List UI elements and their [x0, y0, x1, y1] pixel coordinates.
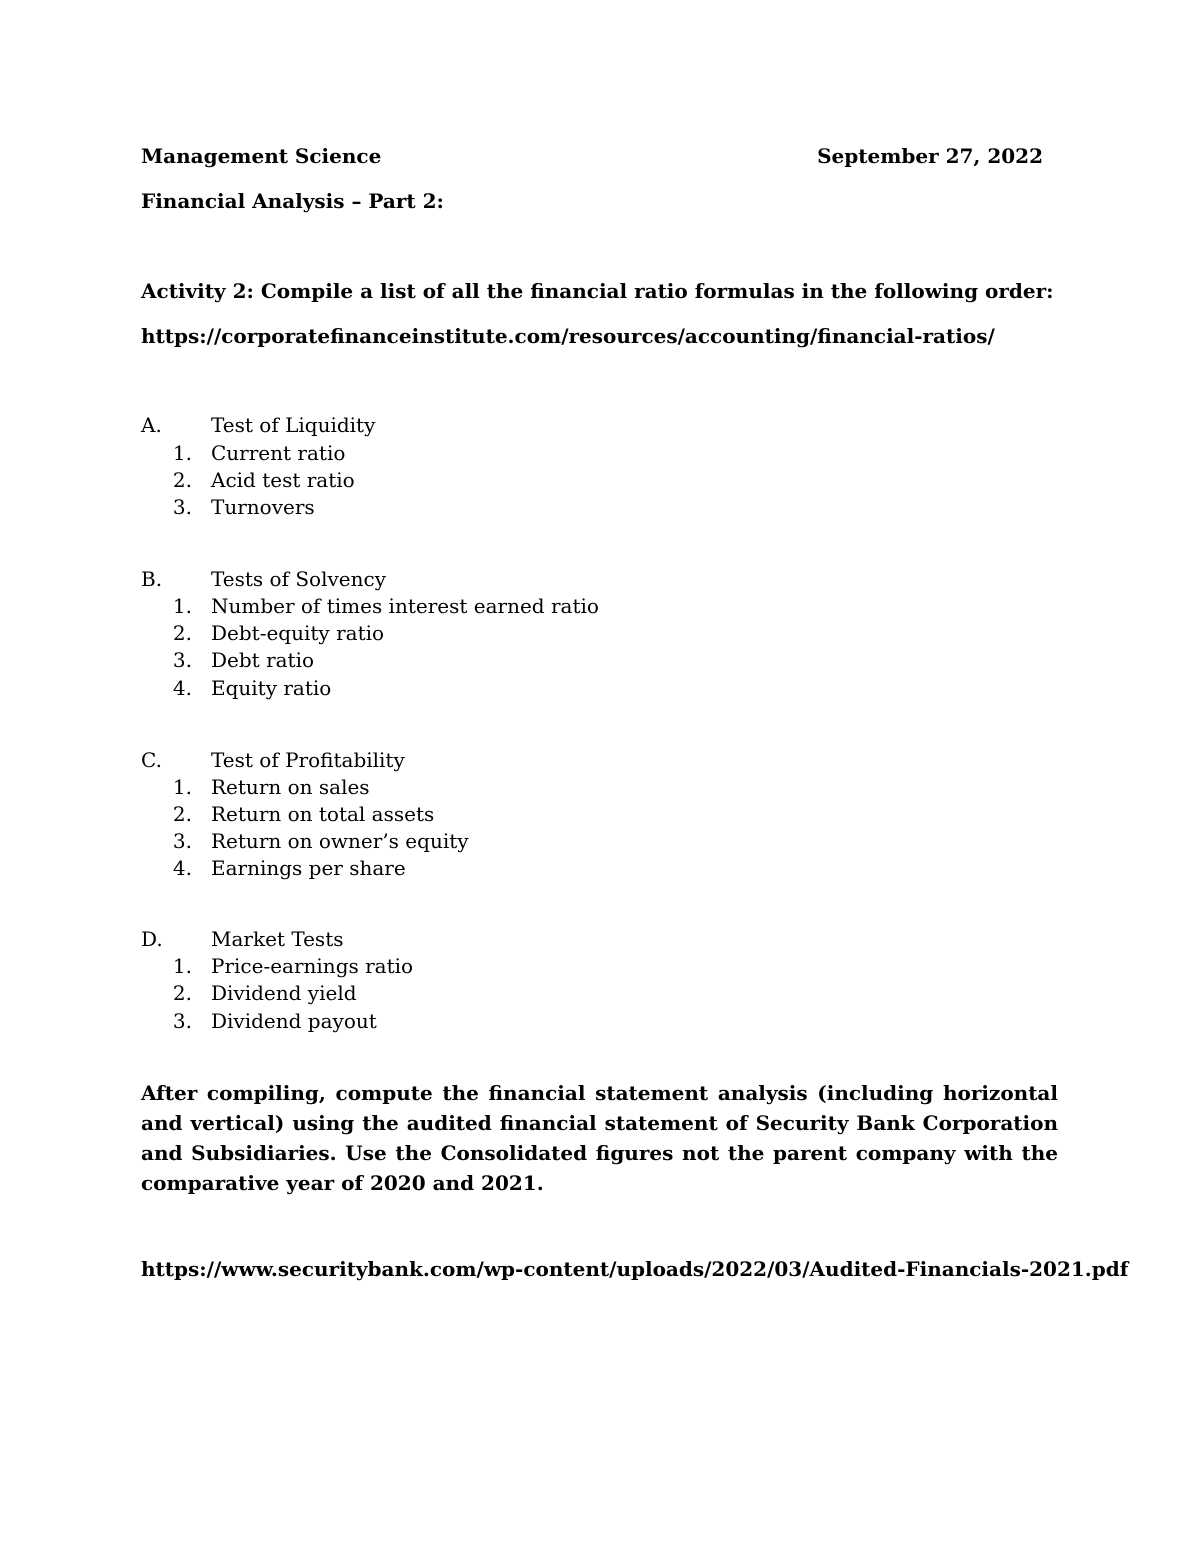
section-letter: C. [141, 748, 162, 772]
course-title: Management Science [141, 144, 382, 168]
list-number: 3. [172, 1009, 192, 1033]
list-item: Dividend yield [211, 981, 357, 1005]
section-title: Tests of Solvency [211, 567, 386, 591]
list-item: Return on total assets [211, 802, 435, 826]
section-title: Market Tests [211, 927, 344, 951]
list-number: 4. [172, 676, 192, 700]
list-number: 1. [172, 594, 192, 618]
list-number: 2. [172, 621, 192, 645]
document-subtitle: Financial Analysis – Part 2: [141, 189, 444, 213]
list-number: 1. [172, 775, 192, 799]
list-item: Dividend payout [211, 1009, 377, 1033]
list-number: 3. [172, 648, 192, 672]
list-item: Acid test ratio [211, 468, 355, 492]
list-item: Debt ratio [211, 648, 315, 672]
list-item: Number of times interest earned ratio [211, 594, 599, 618]
section-letter: B. [141, 567, 163, 591]
document-date: September 27, 2022 [817, 144, 1043, 168]
list-item: Current ratio [211, 441, 346, 465]
closing-link[interactable]: https://www.securitybank.com/wp-content/uploads/2022/03/Audited-Financials-2021.pdf [141, 1257, 1129, 1281]
list-number: 2. [172, 981, 192, 1005]
section-letter: D. [141, 927, 163, 951]
list-item: Debt-equity ratio [211, 621, 385, 645]
list-number: 3. [172, 829, 192, 853]
section-title: Test of Profitability [211, 748, 405, 772]
list-item: Earnings per share [211, 856, 406, 880]
list-item: Turnovers [211, 495, 315, 519]
activity-link[interactable]: https://corporatefinanceinstitute.com/resources/accounting/financial-ratios/ [141, 324, 995, 348]
list-number: 3. [172, 495, 192, 519]
list-number: 4. [172, 856, 192, 880]
list-item: Return on owner’s equity [211, 829, 469, 853]
list-item: Price-earnings ratio [211, 954, 414, 978]
list-number: 2. [172, 802, 192, 826]
list-number: 1. [172, 441, 192, 465]
section-title: Test of Liquidity [211, 413, 376, 437]
activity-instruction: Activity 2: Compile a list of all the financial ratio formulas in the following order: [141, 279, 1054, 303]
list-item: Equity ratio [211, 676, 332, 700]
closing-paragraph: After compiling, compute the financial statement analysis (including horizontal and vertical) using the audited financial statement of Security Bank Corporation and Subsidiaries. Use the Consolidated figures not the parent company with the comparative year of 2020 and 2021. [141, 1081, 1058, 1195]
section-letter: A. [141, 413, 162, 437]
list-item: Return on sales [211, 775, 370, 799]
list-number: 1. [172, 954, 192, 978]
list-number: 2. [172, 468, 192, 492]
